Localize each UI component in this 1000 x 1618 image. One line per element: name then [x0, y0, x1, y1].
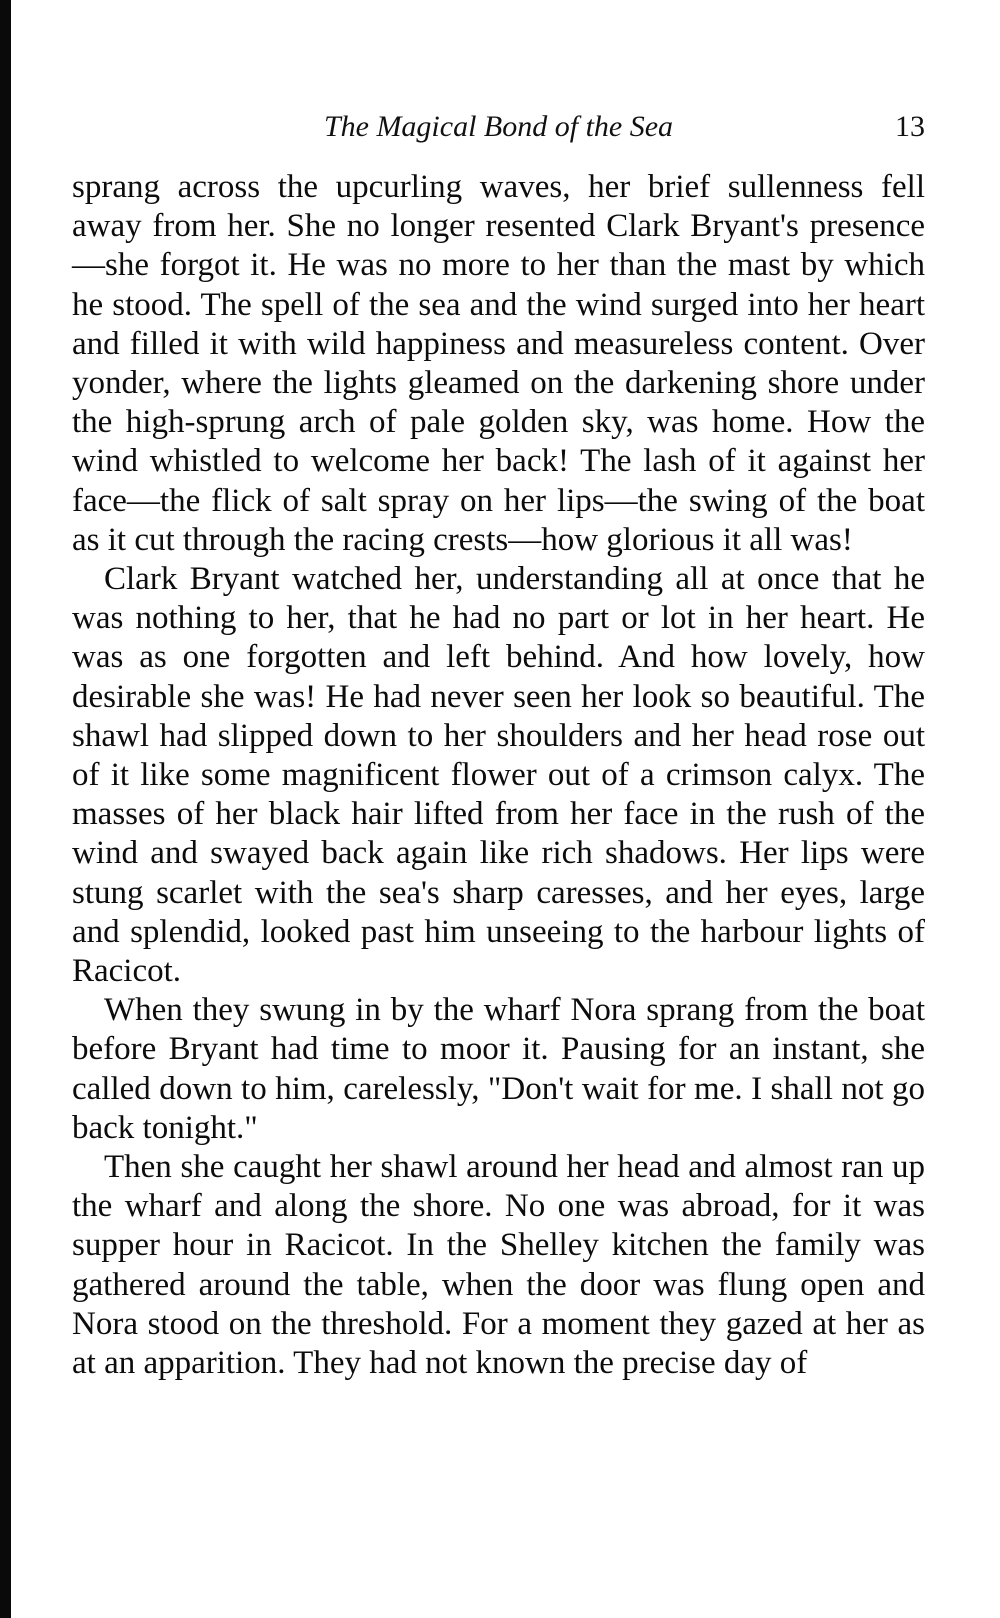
page-number: 13 — [895, 110, 925, 143]
paragraph-4: Then she caught her shawl around her head and almost ran up the wharf and along the shore. No one was abroad, for it was supper hour in Racicot. In the Shelley kitchen the family was gathered around the table, when the door was flung open and Nora stood on the threshold. For a moment they gazed at her as at an apparition. They had not known the precise day of — [72, 1149, 925, 1382]
running-title: The Magical Bond of the Sea — [323, 110, 674, 143]
page-header — [72, 105, 925, 149]
paragraph-3: When they swung in by the wharf Nora sprang from the boat before Bryant had time to moor it. Pausing for an instant, she called down to him, carelessly, "Don't wait for me. I shall not go back tonight." — [72, 992, 925, 1146]
paragraph-2: Clark Bryant watched her, understanding all at once that he was nothing to her, that he had no part or lot in her heart. He was as one forgotten and left behind. And how lovely, how desirable she was! He had never seen her look so beautiful. The shawl had slipped down to her shoulders and her head rose out of it like some magnificent flower out of a crimson calyx. The masses of her black hair lifted from her face in the rush of the wind and swayed back again like rich shadows. Her lips were stung scarlet with the sea's sharp caresses, and her eyes, large and splendid, looked past him unseeing to the harbour lights of Racicot. — [72, 561, 925, 990]
page-binding-edge — [0, 0, 11, 1618]
body-text — [72, 168, 925, 1383]
paragraph-1: sprang across the upcurling waves, her brief sullenness fell away from her. She no longer resented Clark Bryant's presence—she forgot it. He was no more to her than the mast by which he stood. The spell of the sea and the wind surged into her heart and filled it with wild happiness and measureless content. Over yonder, where the lights gleamed on the darkening shore under the high-sprung arch of pale golden sky, was home. How the wind whistled to welcome her back! The lash of it against her face—the flick of salt spray on her lips—the swing of the boat as it cut through the racing crests—how glorious it all was! — [72, 169, 925, 558]
